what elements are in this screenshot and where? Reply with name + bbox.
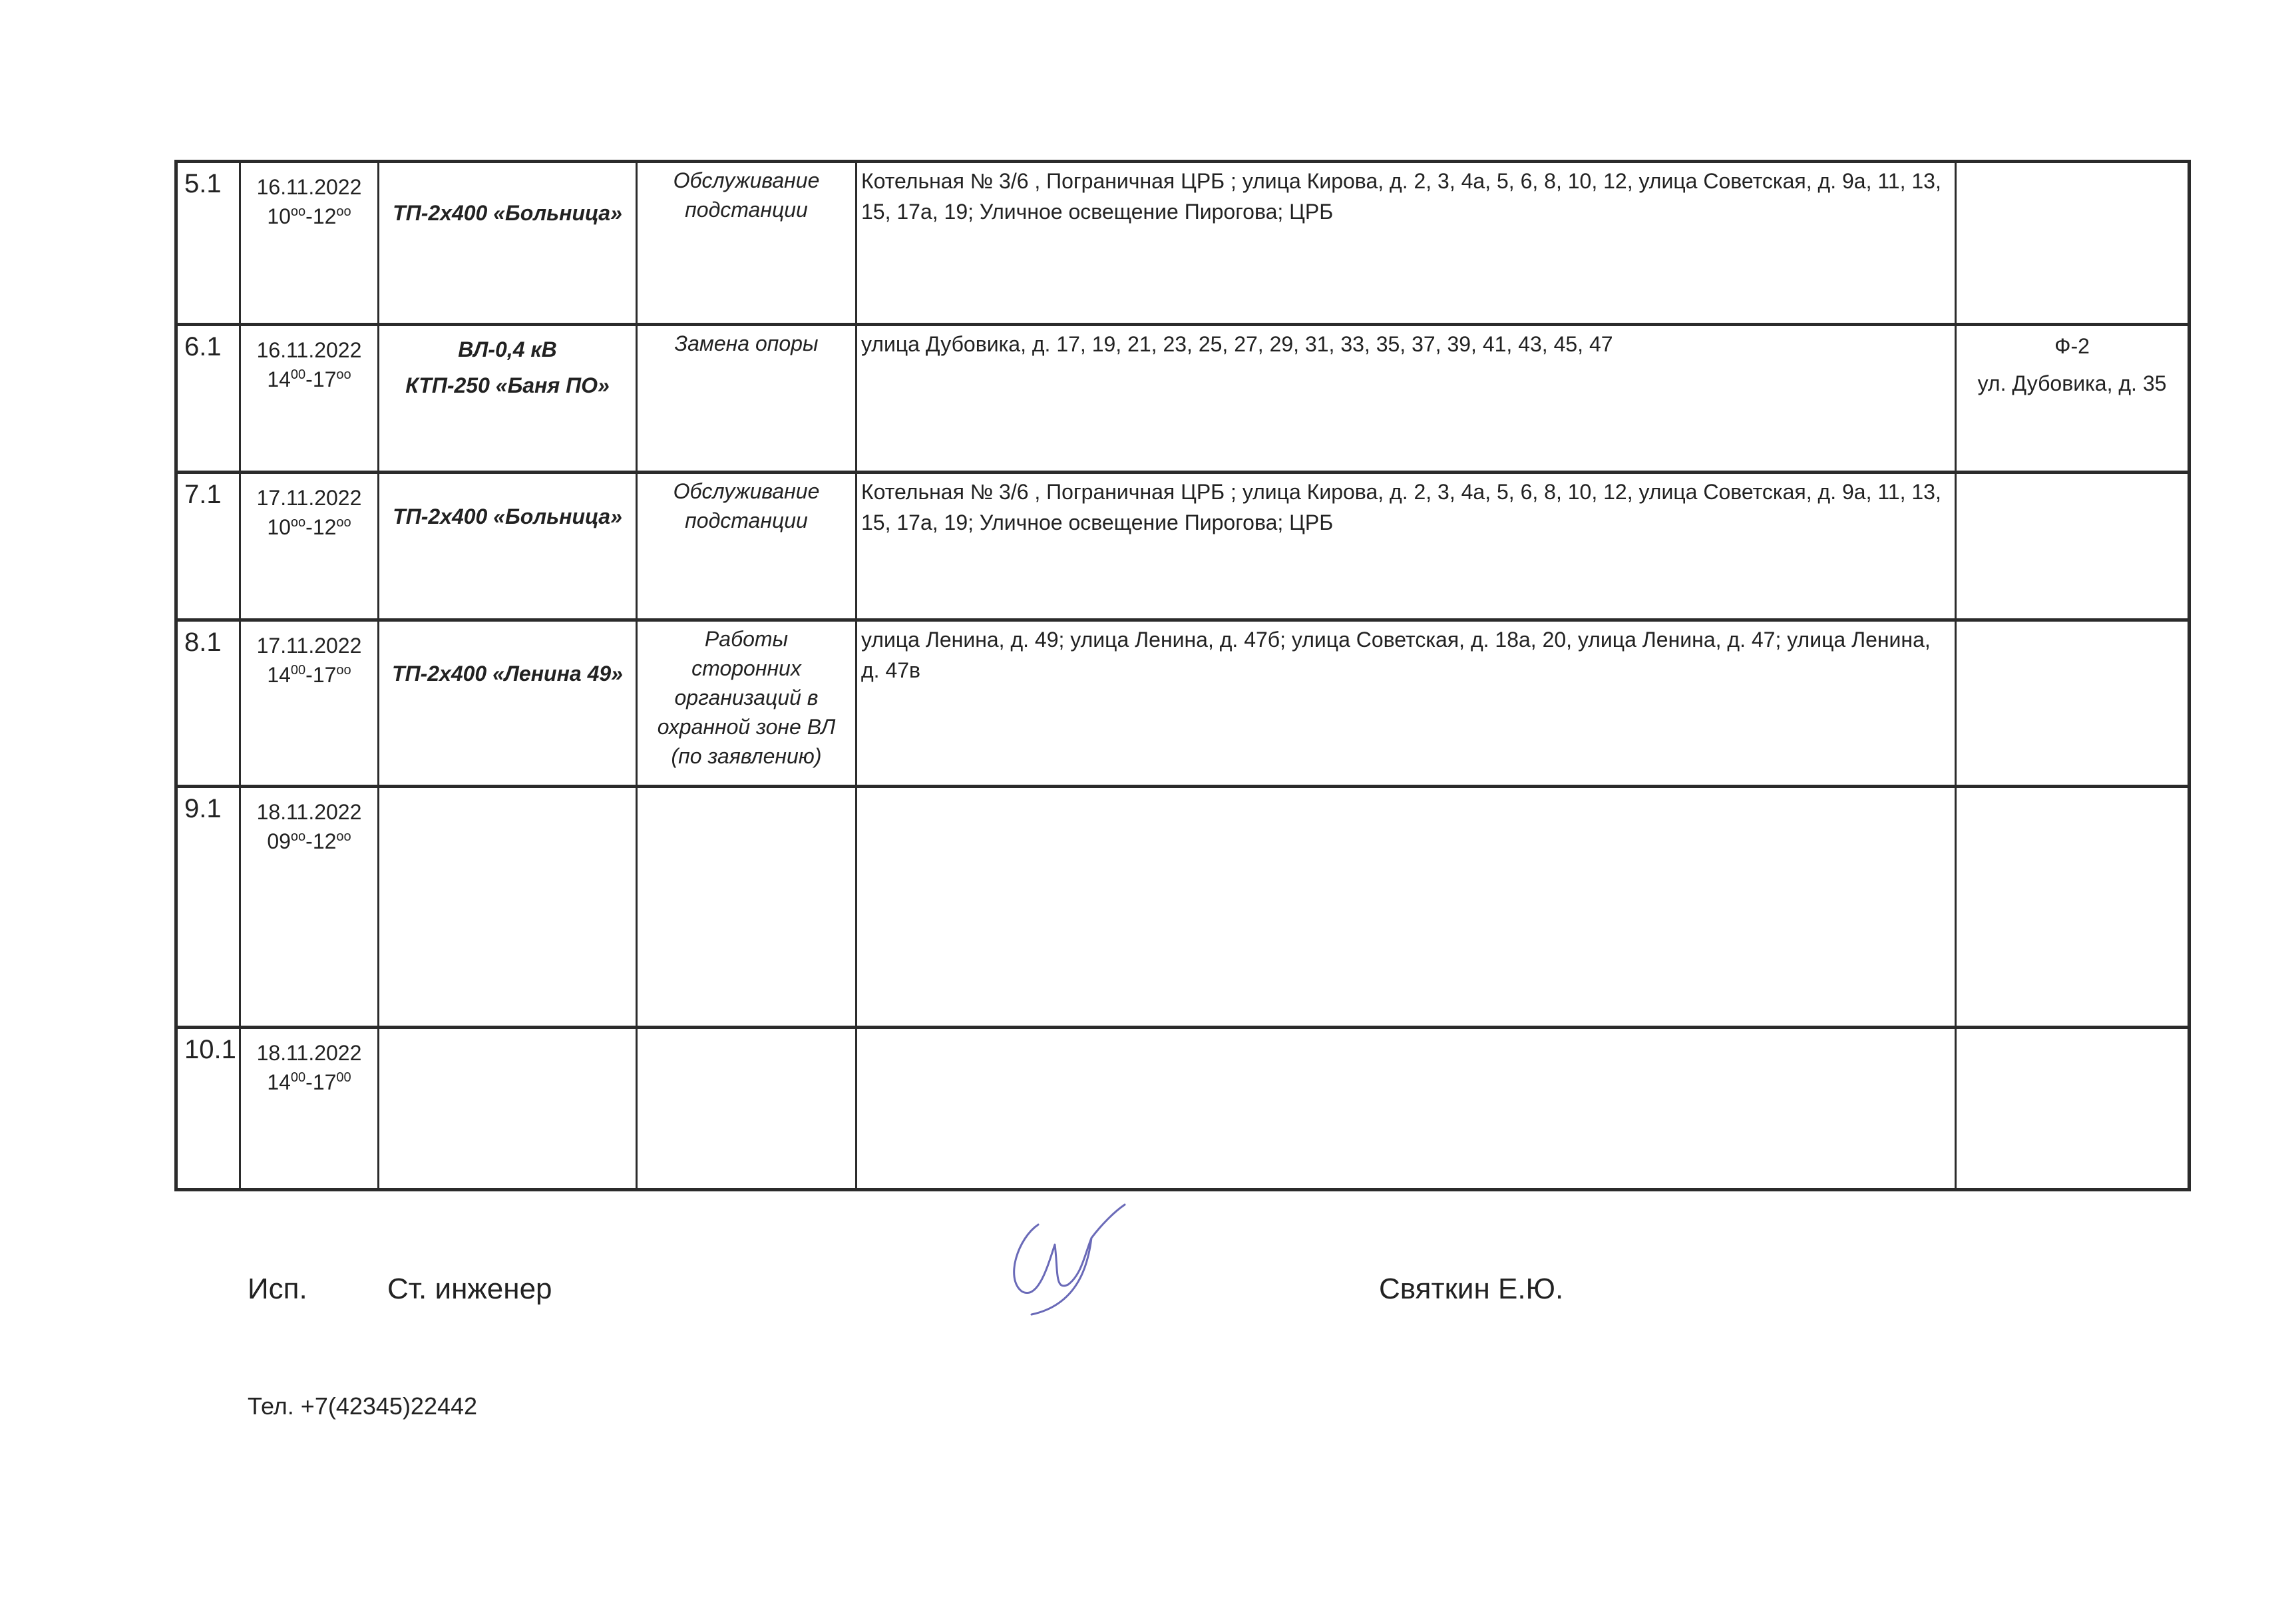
- time-start-min: оо: [290, 204, 306, 219]
- addresses-cell: Котельная № 3/6 , Пограничная ЦРБ ; улица Кирова, д. 2, 3, 4а, 5, 6, 8, 10, 12, улица Советская, д. 9а, 11, 13, 15, 17а, 19; Уличное освещение Пирогова; ЦРБ: [857, 474, 1957, 622]
- work-type-cell: [638, 788, 857, 1029]
- time-dash: -: [305, 515, 313, 539]
- work-type-cell: [638, 1029, 857, 1188]
- time-end-hour: 17: [312, 367, 337, 391]
- object-cell: [379, 474, 638, 622]
- work-type-line: подстанции: [685, 198, 808, 222]
- time-end-min: оо: [336, 829, 351, 844]
- work-time: [241, 202, 377, 231]
- time-start-min: 00: [290, 1070, 306, 1085]
- note-cell: [1957, 622, 2188, 788]
- note-line: Ф-2: [2054, 334, 2090, 358]
- time-start-min: 00: [290, 367, 306, 382]
- object-line: ТП-2х400 «Ленина 49»: [392, 661, 623, 686]
- time-dash: -: [305, 367, 313, 391]
- work-time: [241, 827, 377, 856]
- date-time-cell: [241, 474, 379, 622]
- work-time: [241, 1068, 377, 1097]
- work-type-line: Обслуживание: [673, 168, 820, 192]
- work-type-line: организаций в: [674, 686, 819, 709]
- addresses-cell: [857, 788, 1957, 1029]
- work-date: 16.11.2022: [256, 338, 362, 362]
- object-cell: [379, 163, 638, 326]
- time-end-hour: 12: [312, 204, 337, 228]
- date-time-cell: [241, 622, 379, 788]
- time-end-hour: 12: [312, 829, 337, 853]
- note-cell: [1957, 163, 2188, 326]
- executor-position: Ст. инженер: [387, 1273, 552, 1305]
- time-end-min: оо: [336, 663, 351, 678]
- row-number: 5.1: [178, 163, 241, 326]
- object-cell: [379, 1029, 638, 1188]
- object-line: КТП-250 «Баня ПО»: [405, 373, 610, 397]
- row-number: 7.1: [178, 474, 241, 622]
- time-start-hour: 14: [267, 367, 291, 391]
- object-line: ТП-2х400 «Больница»: [393, 201, 622, 225]
- work-date: 18.11.2022: [256, 800, 362, 824]
- work-type-line: сторонних: [691, 656, 801, 680]
- time-start-hour: 09: [267, 829, 291, 853]
- addresses-cell: [857, 1029, 1957, 1188]
- time-dash: -: [305, 829, 313, 853]
- time-end-min: оо: [336, 515, 351, 530]
- addresses-cell: Котельная № 3/6 , Пограничная ЦРБ ; улица Кирова, д. 2, 3, 4а, 5, 6, 8, 10, 12, улица Советская, д. 9а, 11, 13, 15, 17а, 19; Уличное освещение Пирогова; ЦРБ: [857, 163, 1957, 326]
- work-type-cell: [638, 163, 857, 326]
- note-cell: [1957, 788, 2188, 1029]
- note-cell: [1957, 1029, 2188, 1188]
- work-type-line: охранной зоне ВЛ: [657, 715, 836, 739]
- date-time-cell: [241, 163, 379, 326]
- object-cell: [379, 788, 638, 1029]
- time-start-hour: 14: [267, 663, 291, 687]
- time-end-hour: 12: [312, 515, 337, 539]
- phone-number: Тел. +7(42345)22442: [248, 1392, 478, 1420]
- time-start-hour: 14: [267, 1070, 291, 1094]
- work-date: 18.11.2022: [256, 1041, 362, 1065]
- row-number: 10.1: [178, 1029, 241, 1188]
- note-cell: [1957, 474, 2188, 622]
- object-cell: [379, 326, 638, 474]
- work-type-line: подстанции: [685, 508, 808, 532]
- work-date: 17.11.2022: [256, 486, 362, 510]
- work-type-line: (по заявлению): [671, 744, 822, 768]
- date-time-cell: [241, 1029, 379, 1188]
- work-date: 16.11.2022: [256, 175, 362, 199]
- time-end-min: 00: [336, 1070, 351, 1085]
- work-type-cell: [638, 326, 857, 474]
- time-end-min: оо: [336, 204, 351, 219]
- date-time-cell: [241, 788, 379, 1029]
- addresses-cell: улица Ленина, д. 49; улица Ленина, д. 47б; улица Советская, д. 18а, 20, улица Ленина, д. 47; улица Ленина, д. 47в: [857, 622, 1957, 788]
- object-line: ВЛ-0,4 кВ: [458, 337, 557, 361]
- time-start-min: оо: [290, 515, 306, 530]
- work-type-line: Работы: [704, 627, 789, 651]
- work-type-line: Замена опоры: [674, 331, 819, 355]
- time-start-min: 00: [290, 663, 306, 678]
- time-end-min: оо: [336, 367, 351, 382]
- row-number: 8.1: [178, 622, 241, 788]
- time-dash: -: [305, 1070, 313, 1094]
- time-dash: -: [305, 204, 313, 228]
- work-date: 17.11.2022: [256, 634, 362, 658]
- work-time: [241, 365, 377, 394]
- work-time: [241, 660, 377, 690]
- time-start-hour: 10: [267, 515, 291, 539]
- row-number: 9.1: [178, 788, 241, 1029]
- work-type-cell: [638, 474, 857, 622]
- work-type-cell: [638, 622, 857, 788]
- addresses-cell: улица Дубовика, д. 17, 19, 21, 23, 25, 27, 29, 31, 33, 35, 37, 39, 41, 43, 45, 47: [857, 326, 1957, 474]
- work-type-line: Обслуживание: [673, 479, 820, 503]
- executor-label: Исп.: [248, 1273, 307, 1305]
- time-end-hour: 17: [312, 663, 337, 687]
- time-dash: -: [305, 663, 313, 687]
- time-start-hour: 10: [267, 204, 291, 228]
- object-cell: [379, 622, 638, 788]
- handwritten-signature: [992, 1191, 1138, 1324]
- row-number: 6.1: [178, 326, 241, 474]
- work-time: [241, 512, 377, 542]
- executor-name: Святкин Е.Ю.: [1379, 1273, 1564, 1305]
- object-line: ТП-2х400 «Больница»: [393, 504, 622, 528]
- time-start-min: оо: [290, 829, 306, 844]
- note-line: ул. Дубовика, д. 35: [1977, 371, 2167, 395]
- date-time-cell: [241, 326, 379, 474]
- schedule-table: [174, 160, 2191, 1191]
- time-end-hour: 17: [312, 1070, 337, 1094]
- note-cell: [1957, 326, 2188, 474]
